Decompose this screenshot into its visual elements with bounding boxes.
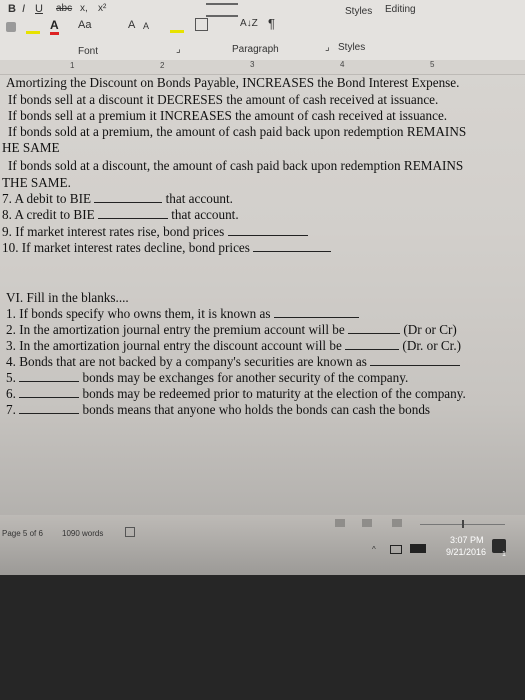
vi-question-2 [6,322,457,338]
vi-question-6-number: 6. [6,386,16,401]
paragraph-dialog-launcher-icon[interactable]: ⌟ [325,42,330,53]
question-7-text: 7. A debit to BIE [2,191,92,206]
vi-question-5-text: bonds may be exchanges for another security of the company. [82,370,409,385]
answer-blank[interactable] [94,191,162,203]
highlight-icon[interactable] [26,19,40,34]
superscript-button[interactable]: x² [98,3,107,14]
chevron-up-icon[interactable]: ^ [372,545,376,554]
doc-line: If bonds sold at a premium, the amount of cash paid back upon redemption REMAINS [8,124,467,139]
question-7-suffix: that account. [165,191,233,206]
question-10 [2,240,331,256]
read-mode-icon[interactable] [335,519,345,527]
vi-question-6-text: bonds may be redeemed prior to maturity at the election of the company. [82,386,466,401]
print-layout-icon[interactable] [362,519,372,527]
bold-button[interactable]: B [8,3,16,15]
borders-icon[interactable] [195,18,208,31]
word-count[interactable]: 1090 words [62,529,104,538]
ruler-mark: 2 [160,61,165,70]
vi-question-7-text: bonds means that anyone who holds the bonds can cash the bonds [82,402,431,417]
vi-question-5-number: 5. [6,370,16,385]
ribbon [0,0,525,61]
vi-question-7 [6,402,430,418]
vi-question-7-number: 7. [6,402,16,417]
answer-blank[interactable] [370,354,460,366]
clock-time[interactable]: 3:07 PM [450,535,484,545]
doc-line: THE SAME. [2,175,71,190]
answer-blank[interactable] [228,224,308,236]
subscript-button[interactable]: x, [80,3,88,14]
styles-group-label: Styles [338,42,366,53]
text-effects-icon[interactable] [6,22,16,32]
answer-blank[interactable] [253,240,331,252]
ruler-mark: 3 [250,60,255,69]
doc-line: If bonds sell at a discount it DECRESES the amount of cash received at issuance. [8,92,439,107]
question-8-suffix: that account. [171,207,239,222]
zoom-slider-thumb[interactable] [462,520,464,528]
clock-date[interactable]: 9/21/2016 [446,547,487,557]
question-7 [2,191,233,207]
answer-blank[interactable] [98,207,168,219]
monitor-bezel [0,575,525,700]
font-color-button[interactable]: A [50,18,59,35]
section-vi-title: VI. Fill in the blanks.... [6,290,129,305]
vi-question-3 [6,338,461,354]
status-bar [0,515,525,575]
vi-question-4 [6,354,460,370]
paragraph-group-label: Paragraph [232,44,279,55]
vi-question-6 [6,386,466,402]
vi-question-1-text: 1. If bonds specify who owns them, it is known as [6,306,271,321]
notification-count: 1 [502,551,506,558]
doc-line: If bonds sold at a discount, the amount of cash paid back upon redemption REMAINS [8,158,464,173]
ruler-mark: 1 [70,61,75,70]
battery-icon[interactable] [390,545,402,554]
italic-button[interactable]: I [22,3,26,15]
keyboard-icon[interactable] [410,544,426,553]
vi-question-2-text: 2. In the amortization journal entry the premium account will be [6,322,345,337]
answer-blank[interactable] [19,386,79,398]
sort-button[interactable]: A↓Z [240,18,258,29]
document-body[interactable] [0,74,525,514]
question-10-text: 10. If market interest rates decline, bond prices [2,240,250,255]
grow-font-button[interactable]: A [128,19,136,31]
page-count[interactable]: Page 5 of 6 [2,529,43,538]
vi-question-2-hint: (Dr or Cr) [403,322,457,337]
web-layout-icon[interactable] [392,519,402,527]
ruler-mark: 4 [340,60,345,69]
ruler-mark: 5 [430,60,435,69]
answer-blank[interactable] [19,370,79,382]
editing-button[interactable]: Editing [385,4,416,15]
strikethrough-button[interactable]: abc [56,3,73,14]
vi-question-1 [6,306,359,322]
styles-button[interactable]: Styles [345,6,373,17]
shading-icon[interactable] [170,18,184,33]
horizontal-ruler[interactable] [0,60,525,75]
answer-blank[interactable] [274,306,359,318]
vi-question-4-text: 4. Bonds that are not backed by a company's securities are known as [6,354,367,369]
question-8 [2,207,239,223]
vi-question-5 [6,370,408,386]
doc-line: If bonds sell at a premium it INCREASES the amount of cash received at issuance. [8,108,448,123]
alignment-icon[interactable] [206,3,238,17]
font-group-label: Font [78,46,99,57]
vi-question-3-hint: (Dr. or Cr.) [402,338,462,353]
answer-blank[interactable] [345,338,399,350]
vi-question-3-text: 3. In the amortization journal entry the discount account will be [6,338,342,353]
shrink-font-button[interactable]: A [143,21,150,31]
question-8-text: 8. A credit to BIE [2,207,95,222]
doc-line: HE SAME [2,140,60,155]
question-9-text: 9. If market interest rates rise, bond prices [2,224,225,239]
answer-blank[interactable] [19,402,79,414]
doc-line: Amortizing the Discount on Bonds Payable, INCREASES the Bond Interest Expense. [6,75,460,90]
answer-blank[interactable] [348,322,400,334]
proofing-icon[interactable] [125,527,135,537]
question-9 [2,224,308,240]
underline-button[interactable]: U [35,3,43,15]
change-case-button[interactable]: Aa [78,19,92,31]
font-dialog-launcher-icon[interactable]: ⌟ [176,44,181,55]
show-formatting-button[interactable]: ¶ [268,16,275,31]
